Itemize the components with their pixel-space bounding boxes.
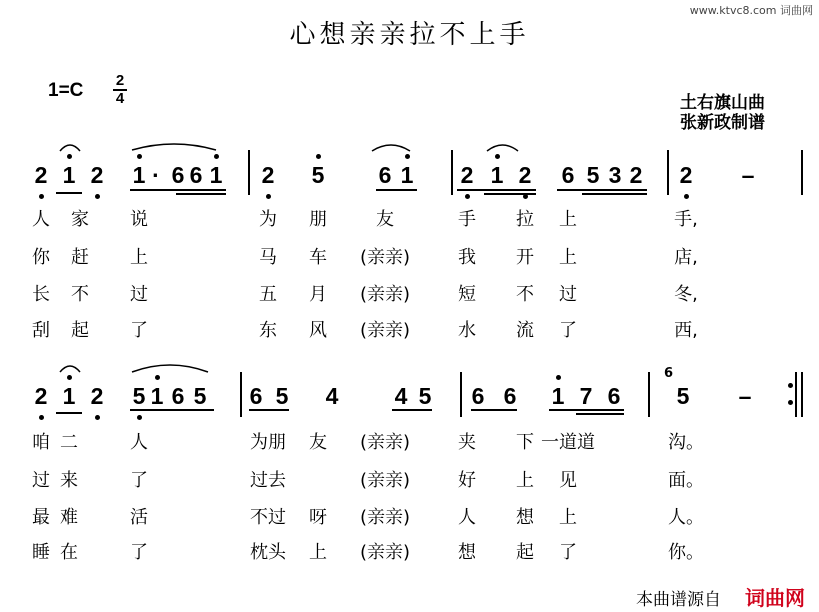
note: 4	[394, 383, 408, 409]
octave-high-dot	[556, 375, 561, 380]
lyric-word: 马	[259, 247, 277, 268]
lyric-word: 手,	[674, 209, 698, 230]
lyric-word: (亲亲)	[359, 247, 411, 268]
lyric-word: 活	[130, 507, 148, 528]
beam-underline	[249, 409, 289, 411]
lyric-word: 冬,	[674, 284, 698, 305]
lyric-word: 一道道	[541, 432, 595, 453]
note: 2	[679, 162, 693, 188]
slur	[372, 145, 410, 151]
lyric-word: 沟。	[668, 432, 704, 453]
beam-underline	[582, 193, 647, 195]
lyric-word: (亲亲)	[359, 432, 411, 453]
lyric-word: 店,	[674, 247, 698, 268]
lyric-word: 我	[458, 247, 476, 268]
note: 5	[275, 383, 289, 409]
lyric-word: (亲亲)	[359, 284, 411, 305]
lyric-word: 人	[130, 432, 148, 453]
site-logo-text[interactable]: 词曲网	[745, 586, 805, 610]
note: 1	[150, 383, 164, 409]
lyric-word: 开	[516, 247, 534, 268]
lyric-word: 想	[516, 507, 534, 528]
octave-high-dot	[495, 154, 500, 159]
lyric-word: 最	[32, 507, 50, 528]
watermark-top: www.ktvc8.com 词曲网	[689, 4, 813, 17]
bar-line	[795, 372, 797, 417]
bar-line	[460, 372, 462, 417]
octave-high-dot	[405, 154, 410, 159]
note: 6	[171, 383, 185, 409]
lyric-word: 为	[259, 209, 277, 230]
bar-line	[801, 372, 803, 417]
lyric-word: 过	[32, 470, 50, 491]
lyric-word: 上	[559, 247, 577, 268]
octave-low-dot	[39, 194, 44, 199]
beam-underline	[457, 189, 536, 191]
lyric-word: 了	[130, 320, 148, 341]
lyric-word: 人	[32, 209, 50, 230]
lyric-word: 二	[60, 432, 78, 453]
lyric-word: 人	[458, 507, 476, 528]
octave-low-dot	[465, 194, 470, 199]
lyric-word: 枕头	[250, 542, 286, 563]
lyric-word: (亲亲)	[359, 542, 411, 563]
note: 6	[561, 162, 575, 188]
octave-low-dot	[95, 415, 100, 420]
octave-low-dot	[39, 415, 44, 420]
note: –	[741, 162, 755, 188]
note: 2	[90, 383, 104, 409]
octave-high-dot	[67, 154, 72, 159]
lyric-word: 家	[71, 209, 89, 230]
time-top: 2	[115, 72, 125, 89]
bar-line	[801, 150, 803, 195]
lyric-word: 睡	[32, 542, 50, 563]
beam-underline	[176, 193, 226, 195]
lyric-word: 为朋	[250, 432, 286, 453]
lyric-word: 上	[559, 209, 577, 230]
note: 1	[209, 162, 223, 188]
composer-credit: 土右旗山曲	[680, 93, 765, 113]
note: 4	[325, 383, 339, 409]
note: 7	[579, 383, 593, 409]
lyric-word: 面。	[668, 470, 704, 491]
lyric-word: 上	[559, 507, 577, 528]
beam-underline	[56, 192, 82, 194]
beam-underline	[376, 189, 417, 191]
note: ·	[152, 162, 160, 188]
octave-low-dot	[95, 194, 100, 199]
note: 5	[132, 383, 146, 409]
bar-line	[451, 150, 453, 195]
lyric-word: 见	[559, 470, 577, 491]
lyric-word: 了	[130, 542, 148, 563]
lyric-word: 夹	[458, 432, 476, 453]
lyric-word: 在	[60, 542, 78, 563]
lyric-word: 了	[559, 542, 577, 563]
note: 1	[490, 162, 504, 188]
beam-underline	[130, 189, 226, 191]
lyric-word: 想	[458, 542, 476, 563]
note: 5	[418, 383, 432, 409]
note: 6	[607, 383, 621, 409]
lyric-word: 过	[130, 284, 148, 305]
lyric-word: 水	[458, 320, 476, 341]
lyric-word: (亲亲)	[359, 320, 411, 341]
lyric-word: 流	[516, 320, 534, 341]
beam-underline	[56, 412, 82, 414]
beam-underline	[471, 409, 517, 411]
lyric-word: 起	[71, 320, 89, 341]
lyric-word: 朋	[309, 209, 327, 230]
bar-line	[648, 372, 650, 417]
note: 5	[586, 162, 600, 188]
note: 1	[551, 383, 565, 409]
note: 2	[518, 162, 532, 188]
lyric-word: 友	[376, 209, 394, 230]
lyric-word: 来	[60, 470, 78, 491]
lyric-word: 说	[130, 209, 148, 230]
key-signature: 1=C	[48, 80, 84, 101]
note: 2	[261, 162, 275, 188]
beam-underline	[576, 413, 624, 415]
lyric-word: (亲亲)	[359, 470, 411, 491]
lyric-word: 不	[516, 284, 534, 305]
lyric-word: 手	[458, 209, 476, 230]
note: 2	[90, 162, 104, 188]
lyric-word: 咱	[32, 432, 50, 453]
time-bottom: 4	[115, 90, 125, 107]
note: 1	[62, 383, 76, 409]
note: 1	[62, 162, 76, 188]
beam-underline	[484, 193, 536, 195]
lyric-word: 难	[60, 507, 78, 528]
slur	[132, 365, 208, 372]
beam-underline	[549, 409, 624, 411]
source-label: 本曲谱源自	[636, 590, 721, 610]
lyric-word: 过	[559, 284, 577, 305]
lyric-word: 你。	[668, 542, 704, 563]
note: 6	[189, 162, 203, 188]
lyric-word: 东	[259, 320, 277, 341]
lyric-word: 车	[309, 247, 327, 268]
repeat-dot	[788, 383, 793, 388]
octave-high-dot	[155, 375, 160, 380]
lyric-word: 拉	[516, 209, 534, 230]
repeat-dot	[788, 400, 793, 405]
lyric-word: 不	[71, 284, 89, 305]
lyric-word: 下	[516, 432, 534, 453]
page-title: 心想亲亲拉不上手	[289, 20, 530, 50]
lyric-word: 过去	[250, 470, 286, 491]
lyric-word: 刮	[32, 320, 50, 341]
lyric-word: 友	[309, 432, 327, 453]
slur	[132, 144, 216, 150]
lyric-word: 上	[309, 542, 327, 563]
lyric-word: 起	[516, 542, 534, 563]
octave-high-dot	[316, 154, 321, 159]
lyric-word: 好	[458, 470, 476, 491]
octave-high-dot	[137, 154, 142, 159]
note: 6	[249, 383, 263, 409]
bar-line	[667, 150, 669, 195]
note: 1	[132, 162, 146, 188]
slur	[60, 366, 80, 372]
octave-low-dot	[266, 194, 271, 199]
note: 2	[460, 162, 474, 188]
grace-note: 6	[664, 366, 674, 381]
note: 2	[629, 162, 643, 188]
bar-line	[248, 150, 250, 195]
slur	[60, 145, 80, 151]
lyric-word: 了	[559, 320, 577, 341]
note: 5	[311, 162, 325, 188]
lyric-word: 人。	[668, 507, 704, 528]
lyric-word: (亲亲)	[359, 507, 411, 528]
note: 6	[378, 162, 392, 188]
lyric-word: 长	[32, 284, 50, 305]
slur	[487, 145, 518, 151]
note: 5	[676, 383, 690, 409]
note: 6	[171, 162, 185, 188]
beam-underline	[557, 189, 647, 191]
lyric-word: 短	[458, 284, 476, 305]
lyric-word: 不过	[250, 507, 286, 528]
note: 1	[400, 162, 414, 188]
octave-low-dot	[684, 194, 689, 199]
note: 6	[471, 383, 485, 409]
lyric-word: 上	[516, 470, 534, 491]
beam-underline	[130, 409, 214, 411]
beam-underline	[392, 409, 432, 411]
note: 2	[34, 383, 48, 409]
note: 6	[503, 383, 517, 409]
arranger-credit: 张新政制谱	[680, 113, 765, 133]
octave-low-dot	[137, 415, 142, 420]
lyric-word: 五	[259, 284, 277, 305]
lyric-word: 了	[130, 470, 148, 491]
note: 5	[193, 383, 207, 409]
lyric-word: 赶	[71, 247, 89, 268]
note: –	[738, 383, 752, 409]
note: 2	[34, 162, 48, 188]
lyric-word: 西,	[674, 320, 698, 341]
lyric-word: 月	[309, 284, 327, 305]
lyric-word: 上	[130, 247, 148, 268]
bar-line	[240, 372, 242, 417]
lyric-word: 风	[309, 320, 327, 341]
octave-high-dot	[67, 375, 72, 380]
lyric-word: 你	[32, 247, 50, 268]
octave-high-dot	[214, 154, 219, 159]
lyric-word: 呀	[309, 507, 327, 528]
note: 3	[608, 162, 622, 188]
